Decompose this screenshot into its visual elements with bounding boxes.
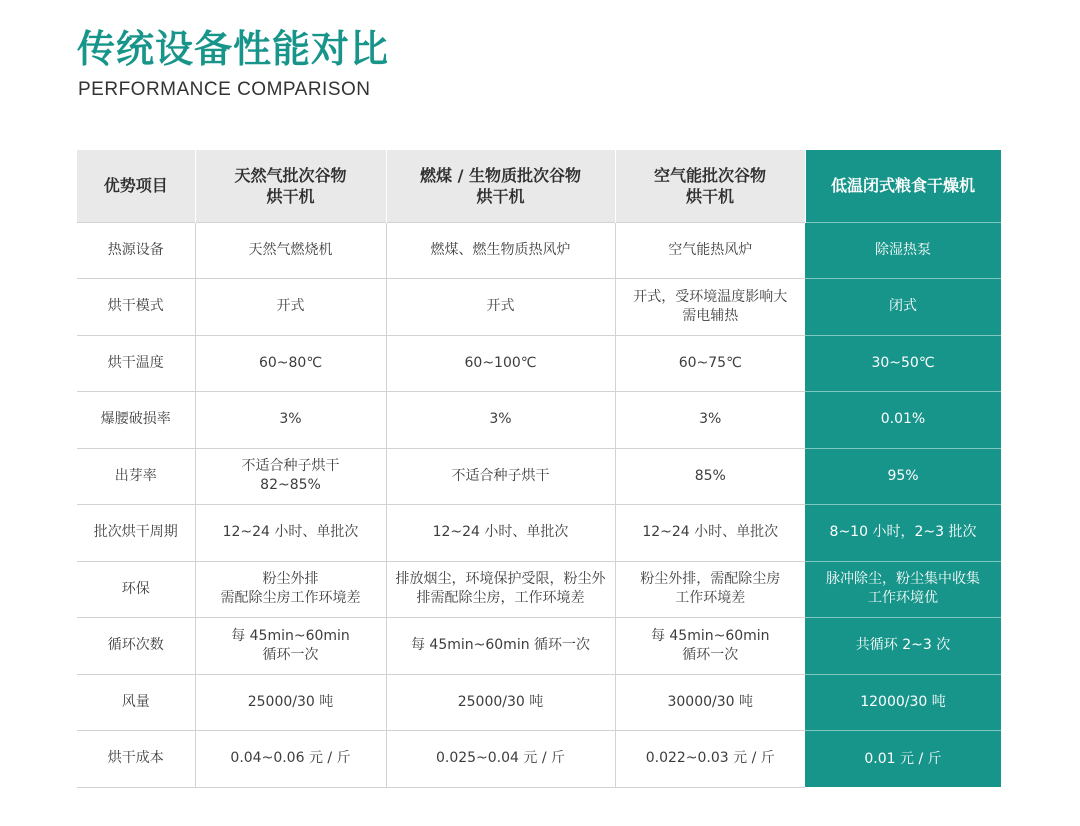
row-label: 烘干模式 bbox=[77, 279, 195, 336]
table-cell bbox=[615, 335, 805, 392]
table-cell bbox=[615, 279, 805, 336]
table-cell bbox=[386, 448, 615, 505]
cell-line: 不适合种子烘干 bbox=[241, 458, 340, 475]
table-cell bbox=[386, 618, 615, 675]
cell-line: 12~24 小时、单批次 bbox=[222, 524, 359, 541]
cell-line: 不适合种子烘干 bbox=[451, 467, 550, 484]
page-subtitle: PERFORMANCE COMPARISON bbox=[78, 79, 371, 100]
cell-line: 每 45min~60min 循环一次 bbox=[410, 637, 591, 654]
table-cell bbox=[615, 448, 805, 505]
table-cell-highlight bbox=[805, 279, 1001, 336]
cell-line: 天然气燃烧机 bbox=[248, 241, 333, 258]
cell-line: 粉尘外排，需配除尘房 bbox=[640, 571, 781, 588]
cell-line: 3% bbox=[489, 411, 512, 428]
cell-line: 每 45min~60min bbox=[231, 627, 350, 644]
header-cell bbox=[77, 150, 195, 222]
row-label: 热源设备 bbox=[77, 222, 195, 279]
table-row bbox=[77, 731, 1001, 788]
header-line: 优势项目 bbox=[103, 176, 168, 196]
table-cell bbox=[386, 335, 615, 392]
table-cell-highlight bbox=[805, 392, 1001, 449]
cell-line: 循环一次 bbox=[682, 646, 739, 663]
cell-line: 30~50℃ bbox=[871, 354, 935, 371]
table-cell-highlight bbox=[805, 222, 1001, 279]
cell-line: 排需配除尘房，工作环境差 bbox=[416, 590, 585, 607]
table-cell bbox=[615, 731, 805, 788]
table-cell bbox=[195, 505, 386, 562]
comparison-table bbox=[77, 150, 1002, 788]
cell-line: 0.01% bbox=[880, 411, 926, 428]
table-cell-highlight bbox=[805, 731, 1001, 788]
cell-line: 0.01 元 / 斤 bbox=[864, 750, 942, 767]
cell-line: 脉冲除尘，粉尘集中收集 bbox=[826, 571, 980, 588]
table-cell bbox=[386, 279, 615, 336]
table-cell bbox=[386, 505, 615, 562]
row-label: 循环次数 bbox=[77, 618, 195, 675]
cell-line: 60~80℃ bbox=[258, 354, 323, 371]
cell-line: 60~75℃ bbox=[678, 354, 742, 371]
cell-line: 12~24 小时、单批次 bbox=[642, 524, 779, 541]
cell-line: 0.025~0.04 元 / 斤 bbox=[435, 750, 566, 767]
cell-line: 12~24 小时、单批次 bbox=[432, 524, 569, 541]
cell-line: 85% bbox=[694, 467, 726, 484]
header-cell bbox=[386, 150, 615, 222]
table-cell-highlight bbox=[805, 618, 1001, 675]
header-line: 燃煤 / 生物质批次谷物 bbox=[420, 165, 581, 185]
cell-line: 工作环境差 bbox=[675, 590, 746, 607]
table-cell bbox=[195, 618, 386, 675]
header-cell bbox=[195, 150, 386, 222]
cell-line: 95% bbox=[887, 467, 919, 484]
header-line: 烘干机 bbox=[476, 186, 525, 206]
header-line: 低温闭式粮食干燥机 bbox=[830, 176, 975, 196]
cell-line: 0.04~0.06 元 / 斤 bbox=[230, 750, 351, 767]
header-line: 烘干机 bbox=[266, 186, 315, 206]
table-cell bbox=[195, 335, 386, 392]
table-cell bbox=[386, 222, 615, 279]
cell-line: 需配除尘房工作环境差 bbox=[220, 590, 361, 607]
cell-line: 25000/30 吨 bbox=[247, 693, 334, 710]
cell-line: 循环一次 bbox=[262, 646, 319, 663]
row-label: 出芽率 bbox=[77, 448, 195, 505]
table-cell bbox=[615, 392, 805, 449]
table-cell bbox=[195, 279, 386, 336]
cell-line: 0.022~0.03 元 / 斤 bbox=[645, 750, 775, 767]
row-label: 风量 bbox=[77, 674, 195, 731]
table-row bbox=[77, 674, 1001, 731]
cell-line: 燃煤、燃生物质热风炉 bbox=[430, 241, 571, 258]
cell-line: 每 45min~60min bbox=[650, 627, 770, 644]
table-row bbox=[77, 222, 1001, 279]
table-cell bbox=[195, 222, 386, 279]
table-cell bbox=[195, 731, 386, 788]
table-row bbox=[77, 618, 1001, 675]
cell-line: 12000/30 吨 bbox=[860, 693, 946, 710]
cell-line: 25000/30 吨 bbox=[457, 693, 544, 710]
table-cell bbox=[195, 392, 386, 449]
cell-line: 闭式 bbox=[889, 298, 917, 315]
header-line: 空气能批次谷物 bbox=[653, 165, 766, 185]
table-row bbox=[77, 505, 1001, 562]
table-cell bbox=[386, 392, 615, 449]
row-label: 烘干成本 bbox=[77, 731, 195, 788]
cell-line: 空气能热风炉 bbox=[668, 241, 753, 258]
cell-line: 30000/30 吨 bbox=[667, 693, 754, 710]
table-cell bbox=[386, 731, 615, 788]
header-cell bbox=[615, 150, 805, 222]
table-cell-highlight bbox=[805, 335, 1001, 392]
header-line: 天然气批次谷物 bbox=[234, 165, 347, 185]
table-cell bbox=[195, 674, 386, 731]
header-line: 烘干机 bbox=[685, 186, 734, 206]
table-cell bbox=[615, 674, 805, 731]
header-cell-highlight bbox=[805, 150, 1001, 222]
page-title: 传统设备性能对比 bbox=[77, 27, 390, 71]
cell-line: 工作环境优 bbox=[868, 590, 938, 607]
table-cell-highlight bbox=[805, 674, 1001, 731]
table-cell-highlight bbox=[805, 505, 1001, 562]
table-cell-highlight bbox=[805, 448, 1001, 505]
cell-line: 8~10 小时，2~3 批次 bbox=[829, 524, 977, 541]
cell-line: 粉尘外排 bbox=[262, 571, 319, 588]
table-cell bbox=[386, 561, 615, 618]
row-label: 环保 bbox=[77, 561, 195, 618]
cell-line: 共循环 2~3 次 bbox=[855, 637, 951, 654]
row-label: 批次烘干周期 bbox=[77, 505, 195, 562]
cell-line: 3% bbox=[699, 411, 722, 428]
table-cell bbox=[615, 222, 805, 279]
cell-line: 开式，受环境温度影响大 bbox=[633, 288, 788, 305]
table-cell bbox=[615, 561, 805, 618]
cell-line: 82~85% bbox=[260, 477, 321, 494]
table-header-row bbox=[77, 150, 1001, 222]
table-row bbox=[77, 335, 1001, 392]
table-row bbox=[77, 279, 1001, 336]
cell-line: 除湿热泵 bbox=[875, 241, 931, 258]
table-row bbox=[77, 392, 1001, 449]
table-row bbox=[77, 448, 1001, 505]
cell-line: 开式 bbox=[276, 298, 305, 315]
table-cell bbox=[195, 561, 386, 618]
cell-line: 开式 bbox=[486, 298, 515, 315]
table-cell bbox=[615, 505, 805, 562]
row-label: 烘干温度 bbox=[77, 335, 195, 392]
row-label: 爆腰破损率 bbox=[77, 392, 195, 449]
cell-line: 60~100℃ bbox=[464, 354, 537, 371]
table-cell bbox=[615, 618, 805, 675]
table-cell bbox=[195, 448, 386, 505]
cell-line: 3% bbox=[279, 411, 302, 428]
table-cell bbox=[386, 674, 615, 731]
table-cell-highlight bbox=[805, 561, 1001, 618]
table-row bbox=[77, 561, 1001, 618]
cell-line: 排放烟尘，环境保护受限，粉尘外 bbox=[395, 571, 606, 588]
cell-line: 需电辅热 bbox=[682, 307, 739, 324]
